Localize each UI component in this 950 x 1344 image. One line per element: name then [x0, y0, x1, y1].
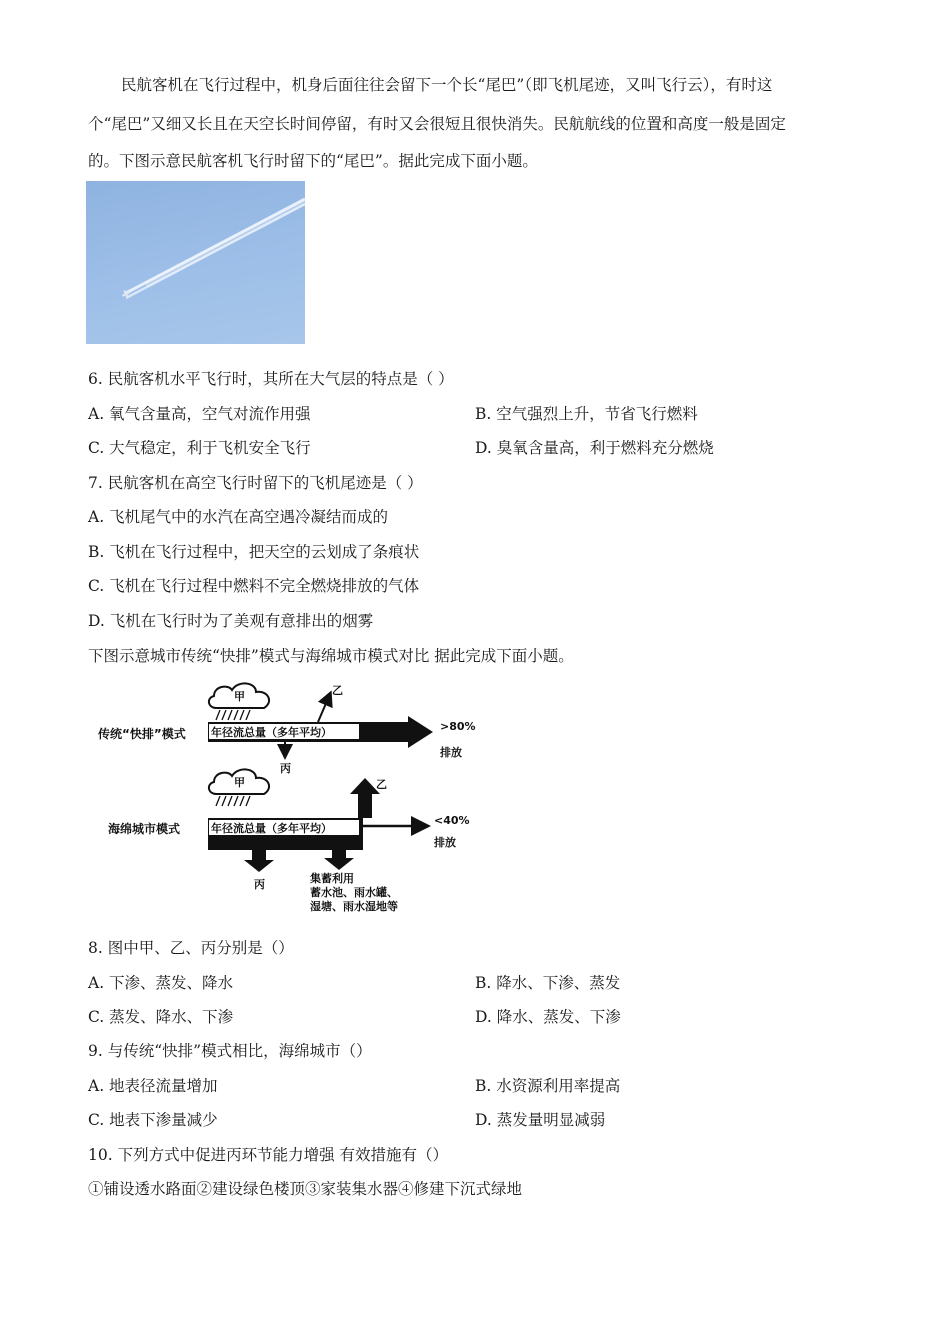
sponge-percent: <40%: [434, 814, 470, 827]
sponge-label: 海绵城市模式: [108, 822, 181, 836]
q8-option-b[interactable]: B. 降水、下渗、蒸发: [475, 974, 621, 992]
q8-stem: 8. 图中甲、乙、丙分别是（）: [88, 939, 294, 957]
intro-line-3: 的。下图示意民航客机飞行时留下的“尾巴”。据此完成下面小题。: [88, 152, 538, 170]
jia-label-2: 甲: [234, 776, 245, 789]
q6-option-b[interactable]: B. 空气强烈上升，节省飞行燃料: [475, 405, 698, 423]
intro-line-2: 个“尾巴”又细又长且在天空长时间停留，有时又会很短且很快消失。民航航线的位置和高度一般是固定: [88, 115, 786, 133]
q9-stem: 9. 与传统“快排”模式相比，海绵城市（）: [88, 1042, 372, 1060]
q7-option-c[interactable]: C. 飞机在飞行过程中燃料不完全燃烧排放的气体: [88, 577, 420, 595]
q9-option-b[interactable]: B. 水资源利用率提高: [475, 1077, 621, 1095]
yi-label-1: 乙: [332, 684, 343, 697]
yi-label-2: 乙: [376, 778, 387, 791]
q6-option-d[interactable]: D. 臭氧含量高，利于燃料充分燃烧: [475, 439, 714, 457]
bar-label-2: 年径流总量（多年平均）: [211, 822, 332, 835]
intro2: 下图示意城市传统“快排”模式与海绵城市模式对比 据此完成下面小题。: [88, 647, 574, 665]
rain-icon: [216, 796, 250, 806]
q10-stem: 10. 下列方式中促进丙环节能力增强 有效措施有（）: [88, 1146, 449, 1164]
q6-option-c[interactable]: C. 大气稳定，利于飞机安全飞行: [88, 439, 311, 457]
contrail-image: [86, 181, 305, 344]
bing-label-2: 丙: [254, 878, 265, 891]
q8-option-a[interactable]: A. 下渗、蒸发、降水: [88, 974, 234, 992]
storage-line2: 湿塘、雨水湿地等: [310, 900, 398, 913]
q7-option-a[interactable]: A. 飞机尾气中的水汽在高空遇冷凝结而成的: [88, 508, 389, 526]
q9-option-a[interactable]: A. 地表径流量增加: [88, 1077, 218, 1095]
bar-label-1: 年径流总量（多年平均）: [211, 726, 332, 739]
storage-title: 集蓄利用: [310, 872, 354, 885]
q10-items: ①铺设透水路面②建设绿色楼顶③家装集水器④修建下沉式绿地: [88, 1180, 523, 1198]
q6-option-a[interactable]: A. 氧气含量高，空气对流作用强: [88, 405, 311, 423]
infiltration-arrow-sponge: [244, 850, 274, 872]
q9-option-c[interactable]: C. 地表下渗量减少: [88, 1111, 218, 1129]
bing-label-1: 丙: [280, 762, 291, 775]
q7-stem: 7. 民航客机在高空飞行时留下的飞机尾迹是（ ）: [88, 474, 423, 492]
traditional-label: 传统“快排”模式: [98, 727, 186, 741]
storage-arrow: [324, 850, 354, 870]
q6-stem: 6. 民航客机水平飞行时，其所在大气层的特点是（ ）: [88, 370, 454, 388]
discharge-label-1: 排放: [440, 746, 462, 759]
contrail-photo: [86, 181, 305, 344]
trad-percent: >80%: [440, 720, 476, 733]
intro-line-1: 民航客机在飞行过程中，机身后面往往会留下一个长“尾巴”（即飞机尾迹，又叫飞行云），有时这: [121, 76, 773, 94]
rain-icon: [216, 710, 250, 720]
q9-option-d[interactable]: D. 蒸发量明显减弱: [475, 1111, 606, 1129]
q7-option-b[interactable]: B. 飞机在飞行过程中，把天空的云划成了条痕状: [88, 543, 420, 561]
discharge-label-2: 排放: [434, 836, 456, 849]
jia-label-1: 甲: [234, 690, 245, 703]
storage-line1: 蓄水池、雨水罐、: [310, 886, 398, 899]
sponge-city-diagram: [88, 676, 488, 916]
q8-option-c[interactable]: C. 蒸发、降水、下渗: [88, 1008, 234, 1026]
q7-option-d[interactable]: D. 飞机在飞行时为了美观有意排出的烟雾: [88, 612, 374, 630]
q8-option-d[interactable]: D. 降水、蒸发、下渗: [475, 1008, 621, 1026]
